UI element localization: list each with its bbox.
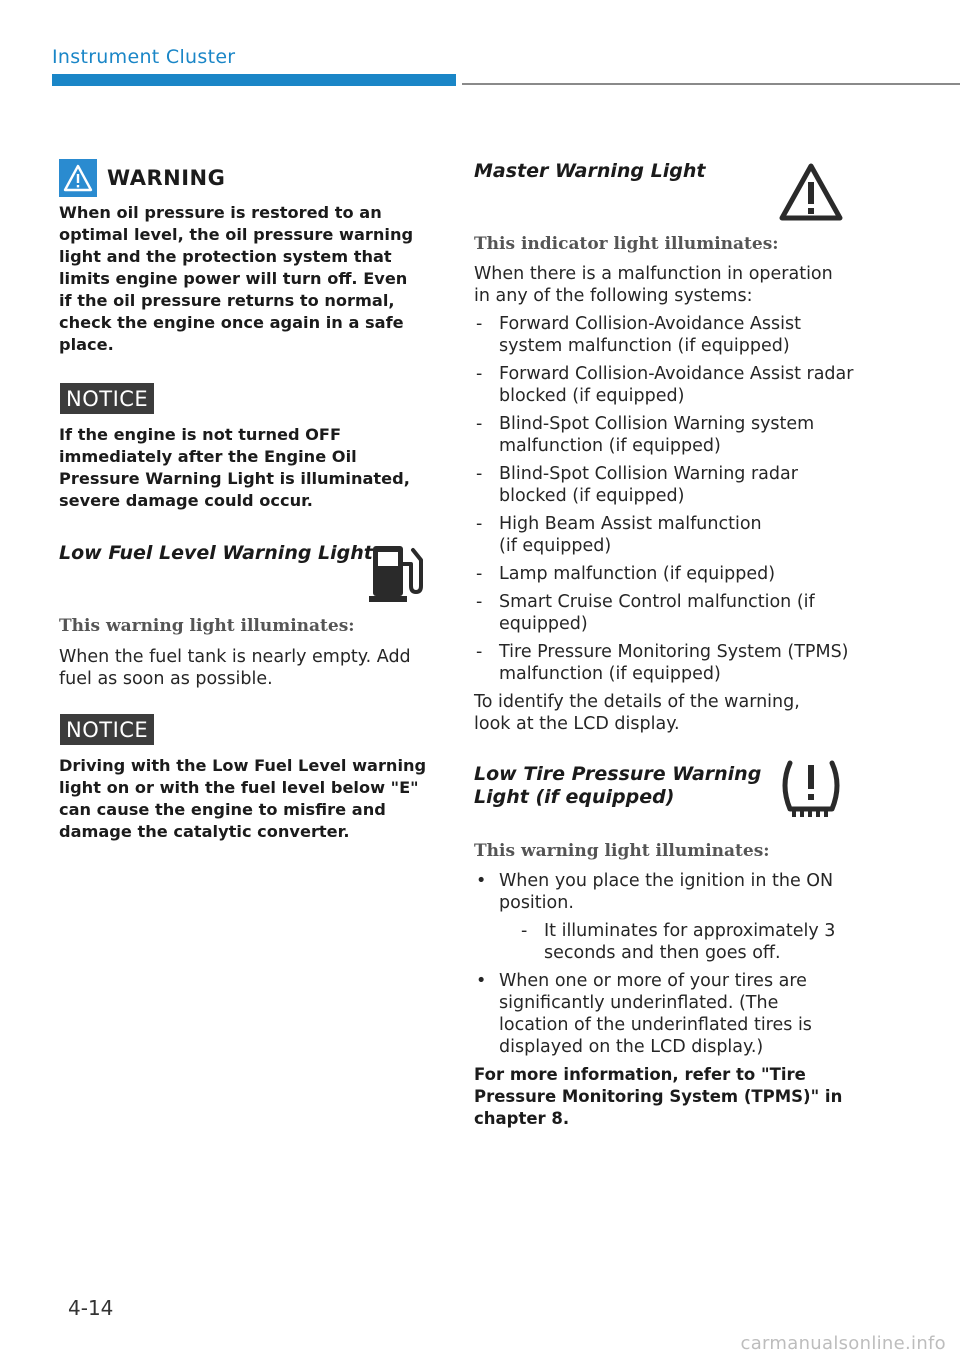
list-item: - Lamp malfunction (if equipped) (474, 563, 854, 585)
warning-label: WARNING (107, 166, 226, 190)
tire-pressure-list (474, 870, 854, 1058)
list-item: - Forward Collision-Avoidance Assist radar blocked (if equipped) (474, 363, 854, 407)
notice-text: If the engine is not turned OFF immediately after the Engine Oil Pressure Warning Light is illuminated, severe damage could occur. (59, 425, 410, 510)
master-warning-title: Master Warning Light (474, 160, 706, 182)
list-item: - Forward Collision-Avoidance Assist system malfunction (if equipped) (474, 313, 854, 357)
tire-pressure-section-header (474, 763, 854, 841)
left-column (59, 158, 439, 843)
warning-header (59, 158, 439, 198)
master-warning-intro: When there is a malfunction in operation in any of the following systems: (474, 264, 833, 306)
list-item: - Smart Cruise Control malfunction (if equipped) (474, 591, 819, 635)
list-item (474, 870, 854, 964)
right-column (474, 158, 854, 1130)
warning-triangle-icon (59, 159, 97, 197)
list-item: - It illuminates for approximately 3 seconds and then goes off. (519, 920, 854, 964)
list-item: - Blind-Spot Collision Warning radar blocked (if equipped) (474, 463, 854, 507)
watermark: carmanualsonline.info (740, 1333, 946, 1354)
master-warning-section-header (474, 158, 854, 234)
list-item: - High Beam Assist malfunction (if equipped) (474, 513, 769, 557)
list-item-text: When you place the ignition in the ON position. (499, 871, 834, 913)
warning-text: When oil pressure is restored to an optimal level, the oil pressure warning light and the protection system that limits engine power will turn off. Even if the oil pressure returns to normal, check the engine once again in a safe place. (59, 203, 414, 354)
tire-pressure-subhead: This warning light illuminates: (474, 841, 770, 861)
malfunction-list (474, 313, 854, 685)
master-warning-outro: To identify the details of the warning, look at the LCD display. (474, 692, 800, 734)
low-fuel-section-header (59, 542, 439, 612)
list-item: - Blind-Spot Collision Warning system malfunction (if equipped) (474, 413, 854, 457)
low-fuel-subhead: This warning light illuminates: (59, 616, 355, 636)
header-rule (462, 83, 960, 85)
sub-list (519, 920, 854, 964)
notice-tag: NOTICE (60, 383, 154, 414)
section-header-title: Instrument Cluster (52, 46, 236, 68)
fuel-pump-icon (367, 542, 425, 608)
tire-pressure-reference: For more information, refer to "Tire Pressure Monitoring System (TPMS)" in chapter 8. (474, 1065, 843, 1128)
master-warning-icon (778, 162, 844, 228)
notice-text: Driving with the Low Fuel Level warning light on or with the fuel level below "E" can cause the engine to misfire and damage the catalytic converter. (59, 756, 427, 841)
page-number: 4-14 (68, 1296, 114, 1320)
low-fuel-title: Low Fuel Level Warning Light (59, 542, 373, 564)
notice-tag: NOTICE (60, 714, 154, 745)
master-warning-subhead: This indicator light illuminates: (474, 234, 779, 254)
tire-pressure-icon (776, 757, 846, 827)
tire-pressure-title: Low Tire Pressure Warning Light (if equipped) (474, 763, 762, 808)
list-item: - Tire Pressure Monitoring System (TPMS) malfunction (if equipped) (474, 641, 854, 685)
header-accent-bar (52, 74, 456, 86)
low-fuel-text: When the fuel tank is nearly empty. Add fuel as soon as possible. (59, 647, 411, 689)
list-item: • When one or more of your tires are significantly underinflated. (The location of the underinflated tires is displayed on the LCD display.) (474, 970, 839, 1058)
